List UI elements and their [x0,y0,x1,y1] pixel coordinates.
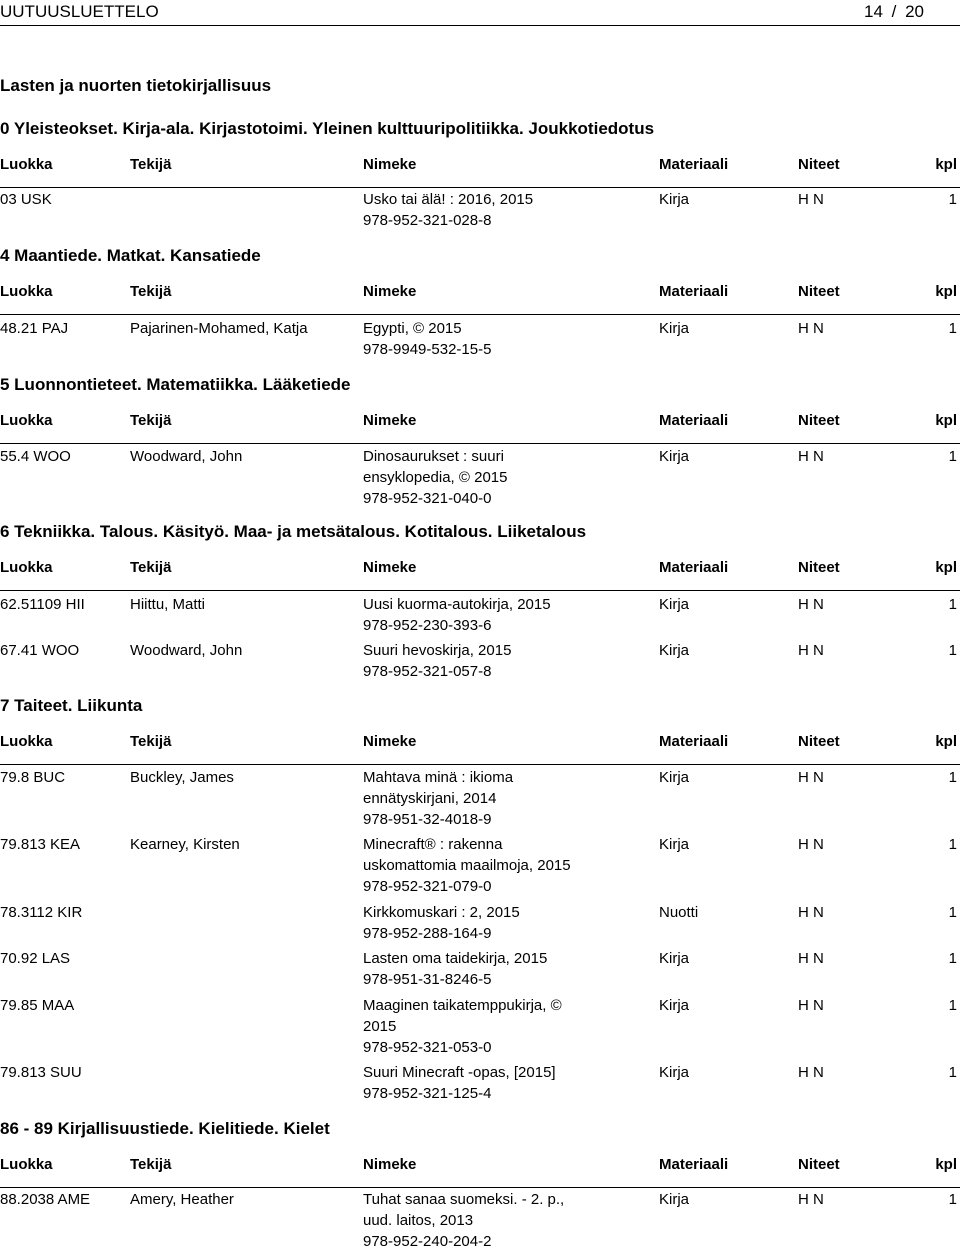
column-header-luokka: Luokka [0,412,53,429]
cell-niteet: H N [798,642,824,659]
section-title: 4 Maantiede. Matkat. Kansatiede [0,246,261,265]
column-header-niteet: Niteet [798,733,840,750]
column-header-tekija: Tekijä [130,156,172,173]
column-header-row [0,559,960,591]
cell-kpl: 1 [948,1064,957,1081]
section-title: 86 - 89 Kirjallisuustiede. Kielitiede. Kielet [0,1119,330,1138]
cell-nimeke [363,189,593,231]
cell-kpl: 1 [948,596,957,613]
column-header-row [0,156,960,188]
column-header-row [0,733,960,765]
column-header-materiaali: Materiaali [659,1156,729,1173]
column-header-nimeke: Nimeke [363,412,417,429]
catalog-section [0,522,960,680]
cell-materiaali: Kirja [659,320,690,337]
cell-niteet: H N [798,1191,824,1208]
column-header-kpl: kpl [935,156,957,173]
cell-tekija: Hiittu, Matti [130,596,206,613]
isbn-number: 978-952-321-053-0 [363,1039,492,1056]
cell-tekija: Buckley, James [130,769,234,786]
nimeke-text: Kirkkomuskari : 2, 2015 [363,904,520,921]
cell-luokka: 55.4 WOO [0,448,71,465]
column-header-nimeke: Nimeke [363,559,417,576]
cell-nimeke [363,1189,593,1252]
catalog-section [0,375,960,507]
column-header-luokka: Luokka [0,283,53,300]
cell-nimeke [363,902,593,944]
column-header-tekija: Tekijä [130,733,172,750]
catalog-section [0,119,960,229]
cell-nimeke [363,1062,593,1104]
isbn-number: 978-951-31-8246-5 [363,971,492,988]
cell-nimeke [363,318,593,360]
cell-luokka: 79.813 SUU [0,1064,82,1081]
column-header-nimeke: Nimeke [363,733,417,750]
cell-kpl: 1 [948,904,957,921]
cell-kpl: 1 [948,642,957,659]
column-header-tekija: Tekijä [130,412,172,429]
isbn-number: 978-952-321-040-0 [363,490,492,507]
cell-materiaali: Kirja [659,1191,690,1208]
cell-kpl: 1 [948,836,957,853]
isbn-number: 978-952-321-079-0 [363,878,492,895]
cell-luokka: 03 USK [0,191,52,208]
nimeke-text: Egypti, © 2015 [363,320,462,337]
nimeke-text: Dinosaurukset : suuri ensyklopedia, © 2015 [363,448,508,486]
cell-kpl: 1 [948,448,957,465]
catalog-section [0,1119,960,1250]
page-number: 14 / 20 [864,2,924,21]
isbn-number: 978-952-288-164-9 [363,925,492,942]
cell-materiaali: Kirja [659,191,690,208]
cell-materiaali: Kirja [659,642,690,659]
cell-nimeke [363,948,593,990]
isbn-number: 978-952-321-057-8 [363,663,492,680]
cell-kpl: 1 [948,1191,957,1208]
isbn-number: 978-952-230-393-6 [363,617,492,634]
nimeke-text: Uusi kuorma-autokirja, 2015 [363,596,551,613]
cell-nimeke [363,594,593,636]
cell-luokka: 70.92 LAS [0,950,71,967]
cell-materiaali: Kirja [659,1064,690,1081]
cell-niteet: H N [798,1064,824,1081]
column-header-materiaali: Materiaali [659,559,729,576]
column-header-kpl: kpl [935,733,957,750]
cell-kpl: 1 [948,997,957,1014]
column-header-tekija: Tekijä [130,283,172,300]
column-header-nimeke: Nimeke [363,283,417,300]
column-header-row [0,1156,960,1188]
cell-niteet: H N [798,836,824,853]
cell-luokka: 79.813 KEA [0,836,81,853]
cell-niteet: H N [798,191,824,208]
cell-kpl: 1 [948,320,957,337]
catalog-section [0,246,960,358]
catalog-section [0,696,960,1102]
catalog-title: UUTUUSLUETTELO [0,2,159,21]
column-header-tekija: Tekijä [130,559,172,576]
cell-luokka: 79.8 BUC [0,769,66,786]
column-header-tekija: Tekijä [130,1156,172,1173]
cell-nimeke [363,767,593,830]
page-header [0,0,960,26]
isbn-number: 978-952-321-028-8 [363,212,492,229]
column-header-kpl: kpl [935,1156,957,1173]
section-title: 0 Yleisteokset. Kirja-ala. Kirjastotoimi. Yleinen kulttuuripolitiikka. Joukkotiedotus [0,119,655,138]
cell-luokka: 78.3112 KIR [0,904,83,921]
cell-tekija: Pajarinen-Mohamed, Katja [130,320,308,337]
cell-niteet: H N [798,904,824,921]
nimeke-text: Tuhat sanaa suomeksi. - 2. p., uud. laitos, 2013 [363,1191,565,1229]
cell-nimeke [363,640,593,682]
nimeke-text: Mahtava minä : ikioma ennätyskirjani, 2014 [363,769,514,807]
cell-luokka: 62.51109 HII [0,596,85,613]
cell-kpl: 1 [948,769,957,786]
cell-luokka: 79.85 MAA [0,997,75,1014]
nimeke-text: Suuri Minecraft -opas, [2015] [363,1064,556,1081]
column-header-materiaali: Materiaali [659,156,729,173]
column-header-niteet: Niteet [798,559,840,576]
cell-materiaali: Kirja [659,997,690,1014]
column-header-nimeke: Nimeke [363,156,417,173]
column-header-row [0,283,960,315]
isbn-number: 978-952-321-125-4 [363,1085,492,1102]
column-header-nimeke: Nimeke [363,1156,417,1173]
section-title: 6 Tekniikka. Talous. Käsityö. Maa- ja metsätalous. Kotitalous. Liiketalous [0,522,587,541]
cell-kpl: 1 [948,950,957,967]
cell-nimeke [363,995,593,1058]
cell-niteet: H N [798,769,824,786]
cell-niteet: H N [798,596,824,613]
section-title: 5 Luonnontieteet. Matematiikka. Lääketiede [0,375,351,394]
nimeke-text: Suuri hevoskirja, 2015 [363,642,512,659]
isbn-number: 978-952-240-204-2 [363,1233,492,1250]
cell-nimeke [363,446,593,509]
cell-tekija: Woodward, John [130,642,243,659]
section-title: 7 Taiteet. Liikunta [0,696,143,715]
column-header-niteet: Niteet [798,156,840,173]
column-header-luokka: Luokka [0,156,53,173]
nimeke-text: Usko tai älä! : 2016, 2015 [363,191,534,208]
column-header-luokka: Luokka [0,1156,53,1173]
cell-nimeke [363,834,593,897]
cell-niteet: H N [798,950,824,967]
nimeke-text: Minecraft® : rakenna uskomattomia maailmoja, 2015 [363,836,571,874]
column-header-luokka: Luokka [0,733,53,750]
catalog-subtitle: Lasten ja nuorten tietokirjallisuus [0,76,272,95]
cell-luokka: 48.21 PAJ [0,320,69,337]
nimeke-text: Lasten oma taidekirja, 2015 [363,950,548,967]
column-header-niteet: Niteet [798,283,840,300]
column-header-row [0,412,960,444]
column-header-niteet: Niteet [798,1156,840,1173]
column-header-niteet: Niteet [798,412,840,429]
column-header-materiaali: Materiaali [659,733,729,750]
cell-materiaali: Kirja [659,769,690,786]
header-rule [0,25,960,26]
isbn-number: 978-9949-532-15-5 [363,341,492,358]
cell-niteet: H N [798,997,824,1014]
cell-tekija: Woodward, John [130,448,243,465]
column-header-luokka: Luokka [0,559,53,576]
cell-materiaali: Nuotti [659,904,699,921]
cell-materiaali: Kirja [659,836,690,853]
cell-materiaali: Kirja [659,950,690,967]
nimeke-text: Maaginen taikatemppukirja, © 2015 [363,997,562,1035]
column-header-materiaali: Materiaali [659,412,729,429]
cell-materiaali: Kirja [659,448,690,465]
column-header-kpl: kpl [935,283,957,300]
cell-niteet: H N [798,448,824,465]
isbn-number: 978-951-32-4018-9 [363,811,492,828]
cell-luokka: 67.41 WOO [0,642,80,659]
cell-luokka: 88.2038 AME [0,1191,91,1208]
cell-kpl: 1 [948,191,957,208]
column-header-kpl: kpl [935,412,957,429]
cell-tekija: Kearney, Kirsten [130,836,240,853]
cell-materiaali: Kirja [659,596,690,613]
column-header-kpl: kpl [935,559,957,576]
cell-niteet: H N [798,320,824,337]
cell-tekija: Amery, Heather [130,1191,234,1208]
column-header-materiaali: Materiaali [659,283,729,300]
